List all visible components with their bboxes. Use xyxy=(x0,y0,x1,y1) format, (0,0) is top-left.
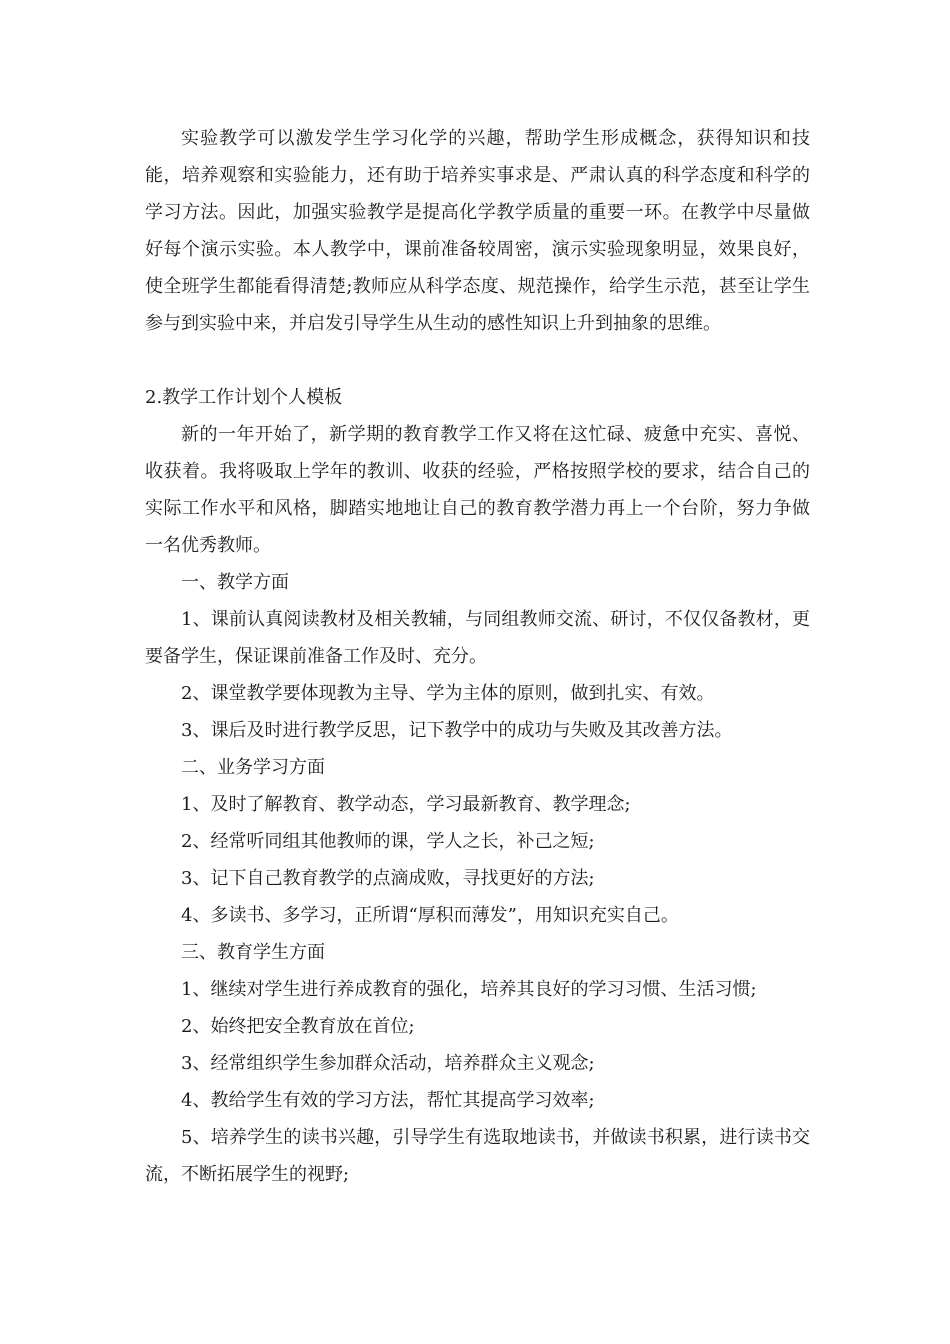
part-title-professional-study: 二、业务学习方面 xyxy=(181,757,325,778)
list-item: 4、多读书、多学习，正所谓“厚积而薄发”，用知识充实自己。 xyxy=(181,905,679,926)
document-body xyxy=(145,120,810,1193)
paragraph-spacer xyxy=(145,342,810,379)
list-item: 3、课后及时进行教学反思，记下教学中的成功与失败及其改善方法。 xyxy=(181,720,733,741)
list-item: 1、继续对学生进行养成教育的强化，培养其良好的学习习惯、生活习惯; xyxy=(181,979,757,1000)
list-item: 3、经常组织学生参加群众活动，培养群众主义观念; xyxy=(181,1053,595,1074)
list-item: 3、记下自己教育教学的点滴成败，寻找更好的方法; xyxy=(181,868,595,889)
list-item: 5、培养学生的读书兴趣，引导学生有选取地读书，并做读书积累，进行读书交流，不断拓展学生的视野; xyxy=(145,1127,810,1185)
part-title-teaching: 一、教学方面 xyxy=(181,572,289,593)
intro-paragraph: 实验教学可以激发学生学习化学的兴趣，帮助学生形成概念，获得知识和技能，培养观察和实验能力，还有助于培养实事求是、严肃认真的科学态度和科学的学习方法。因此，加强实验教学是提高化学教学质量的重要一环。在教学中尽量做好每个演示实验。本人教学中，课前准备较周密，演示实验现象明显，效果良好，使全班学生都能看得清楚;教师应从科学态度、规范操作，给学生示范，甚至让学生参与到实验中来，并启发引导学生从生动的感性知识上升到抽象的思维。 xyxy=(145,128,810,334)
part-title-student-education: 三、教育学生方面 xyxy=(181,942,325,963)
section-intro-paragraph: 新的一年开始了，新学期的教育教学工作又将在这忙碌、疲惫中充实、喜悦、收获着。我将吸取上学年的教训、收获的经验，严格按照学校的要求，结合自己的实际工作水平和风格，脚踏实地地让自己的教育教学潜力再上一个台阶，努力争做一名优秀教师。 xyxy=(145,424,810,556)
list-item: 2、始终把安全教育放在首位; xyxy=(181,1016,415,1037)
list-item: 2、经常听同组其他教师的课，学人之长，补己之短; xyxy=(181,831,595,852)
section-title: 2.教学工作计划个人模板 xyxy=(145,387,343,408)
list-item: 2、课堂教学要体现教为主导、学为主体的原则，做到扎实、有效。 xyxy=(181,683,715,704)
list-item: 1、课前认真阅读教材及相关教辅，与同组教师交流、研讨，不仅仅备教材，更要备学生，保证课前准备工作及时、充分。 xyxy=(145,609,810,667)
list-item: 4、教给学生有效的学习方法，帮忙其提高学习效率; xyxy=(181,1090,595,1111)
list-item: 1、及时了解教育、教学动态，学习最新教育、教学理念; xyxy=(181,794,631,815)
